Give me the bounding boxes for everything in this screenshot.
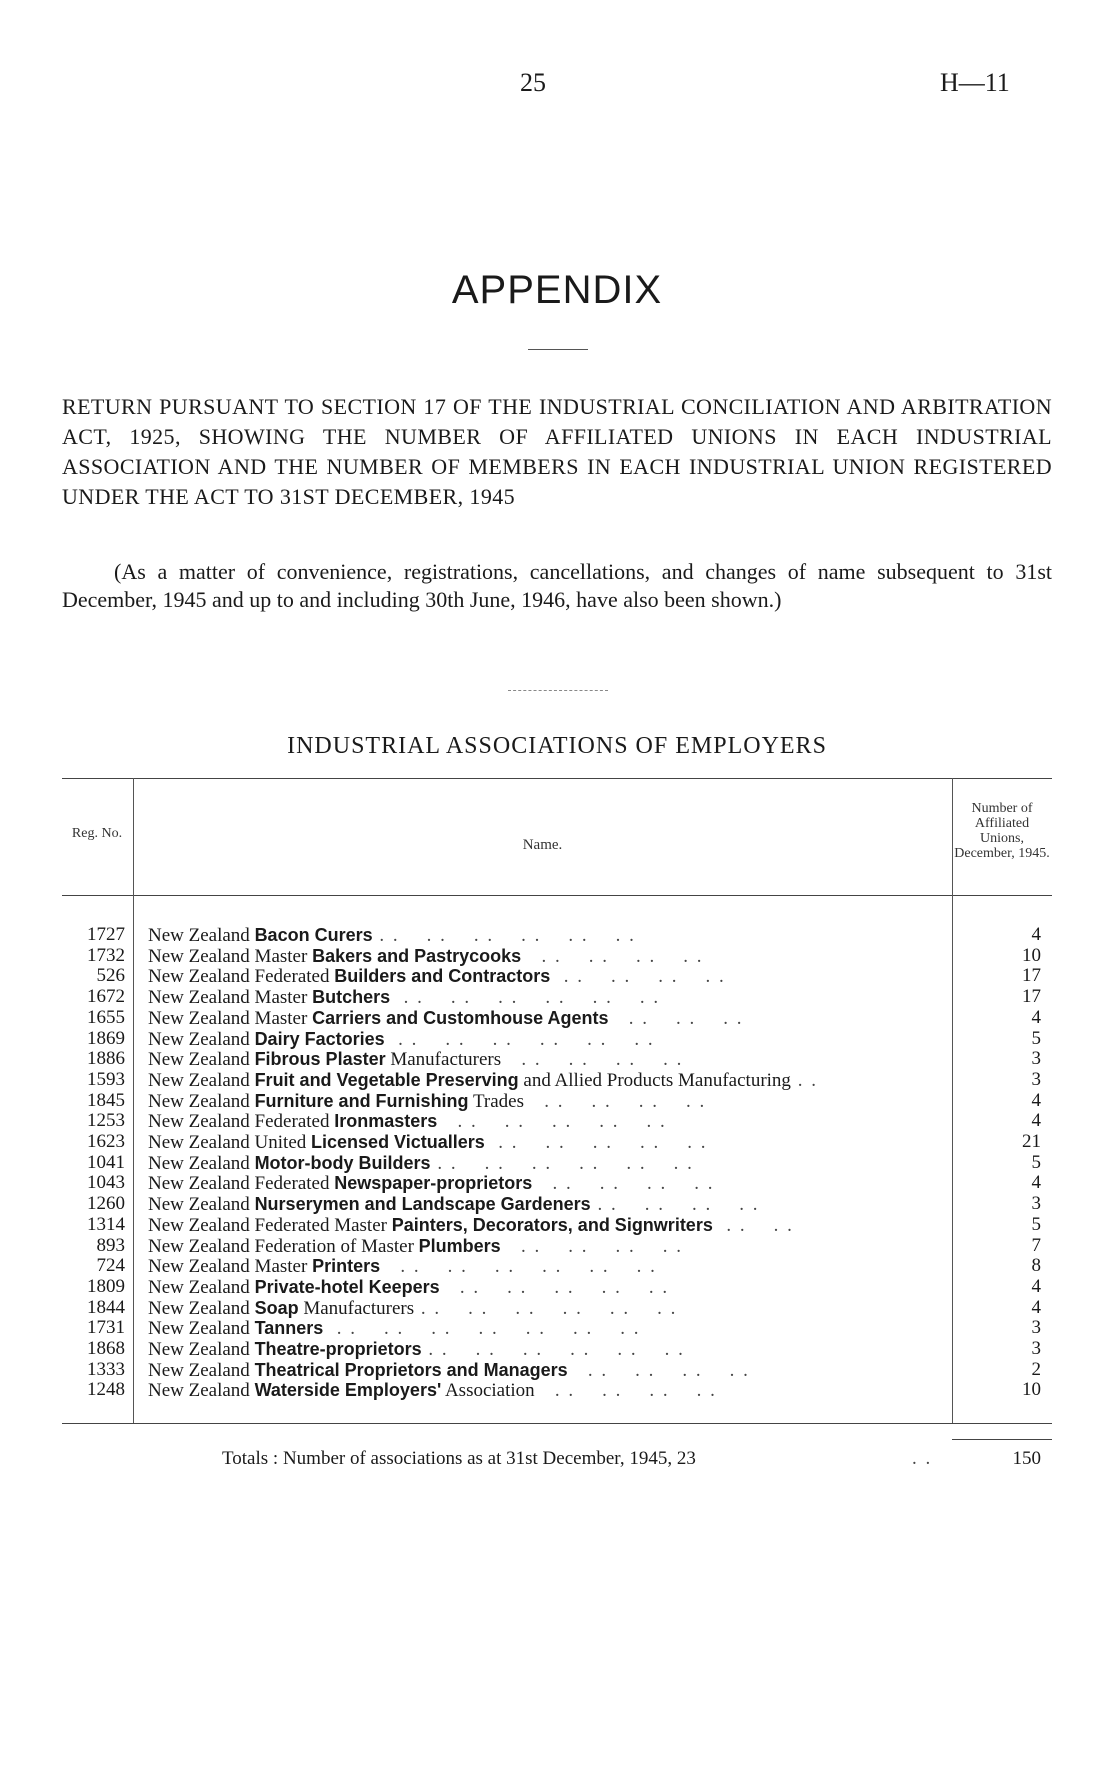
column-header-reg-no: Reg. No. [71,826,123,841]
page-number: 25 [520,68,546,97]
table-row [62,1235,1052,1257]
divider [528,349,588,350]
table-row [62,1131,1052,1153]
affiliated-unions-count: 2 [1031,1358,1041,1380]
affiliated-unions-count: 10 [1022,944,1041,966]
name-prefix: New Zealand Master [148,1007,313,1029]
leader-dots: . . . . . . . . [567,1359,750,1381]
name-prefix: New Zealand [148,1276,255,1298]
leader-dots: . . . . . . . . . . . . [390,987,661,1009]
name-key: Printers [312,1256,381,1277]
reg-number: 1868 [87,1338,125,1359]
leader-dots: . . . . . . . . [501,1049,684,1071]
table-top-rule [62,778,1052,779]
affiliated-unions-count: 3 [1031,1193,1041,1215]
affiliated-unions-count: 21 [1022,1131,1041,1152]
name-prefix: New Zealand Federated [148,1111,335,1133]
name-prefix: New Zealand [148,1339,255,1360]
name-key: Plumbers [418,1235,501,1256]
name-prefix: New Zealand Federated Master [148,1214,392,1236]
association-name [148,1214,1008,1237]
name-suffix: Trades [468,1090,524,1112]
table-row [62,924,1052,946]
name-key: Theatrical Proprietors and Managers [254,1359,568,1380]
name-prefix: New Zealand United [148,1132,312,1153]
association-name [148,1069,1008,1092]
name-prefix: New Zealand [148,1028,255,1050]
name-key: Fruit and Vegetable Preserving [254,1069,519,1090]
association-name [148,1359,1008,1382]
table-row [62,1297,1052,1319]
section-title: INDUSTRIAL ASSOCIATIONS OF EMPLOYERS [287,733,827,759]
association-name [148,1131,1008,1154]
reg-number: 1260 [87,1193,125,1215]
name-prefix: New Zealand [148,925,255,946]
leader-dots: . . . . . . . . [590,1194,760,1216]
association-name [148,1235,1008,1258]
leader-dots: . . . . . . . . . . . . . . [323,1318,641,1340]
affiliated-unions-count: 4 [1031,1296,1041,1318]
reg-number: 1623 [87,1131,125,1152]
association-name [148,965,1008,988]
name-key: Ironmasters [334,1111,438,1132]
reg-number: 1845 [87,1089,125,1111]
totals-leaders: . . [912,1448,933,1469]
leader-dots: . . . . . . . . . . [439,1276,670,1298]
affiliated-unions-count: 4 [1031,1110,1041,1132]
affiliated-unions-count: 3 [1031,1048,1041,1070]
name-key: Licensed Victuallers [311,1132,485,1152]
table-bottom-rule [62,1423,1052,1424]
reg-number: 1333 [87,1358,125,1380]
leader-dots: . . . . . . . . . . . . [414,1297,678,1319]
affiliated-unions-count: 3 [1031,1317,1041,1339]
association-name [148,1007,1008,1030]
name-key: Tanners [254,1318,324,1339]
name-prefix: New Zealand [148,1194,255,1216]
association-name [148,1338,1008,1361]
name-key: Bacon Curers [254,925,373,945]
association-name [148,1090,1008,1113]
name-prefix: New Zealand [148,1318,255,1340]
name-prefix: New Zealand Master [148,945,313,967]
affiliated-unions-count: 5 [1031,1213,1041,1235]
association-name [148,1317,1008,1340]
table-row [62,1028,1052,1050]
table-row [62,1193,1052,1215]
name-key: Soap [254,1297,299,1318]
affiliated-unions-count: 4 [1031,1006,1041,1028]
reg-number: 1732 [87,944,125,966]
affiliated-unions-count: 3 [1031,1068,1041,1090]
affiliated-unions-count: 4 [1031,1172,1041,1194]
affiliated-unions-count: 4 [1031,924,1041,945]
table-row [62,1338,1052,1360]
column-header-name: Name. [522,837,563,853]
name-prefix: New Zealand [148,1297,255,1319]
name-key: Painters, Decorators, and Signwriters [391,1214,713,1235]
name-key: Waterside Employers' [254,1380,442,1401]
name-prefix: New Zealand [148,1359,255,1381]
reg-number: 1593 [87,1068,125,1090]
affiliated-unions-count: 3 [1031,1338,1041,1359]
reg-number: 1041 [87,1151,125,1173]
table-row [62,1152,1052,1174]
leader-dots: . . . . . . . . [532,1173,715,1195]
totals-value: 150 [1012,1448,1041,1469]
name-prefix: New Zealand [148,1380,255,1402]
table-row [62,1317,1052,1339]
reg-number: 893 [96,1234,125,1256]
reg-number: 1248 [87,1379,125,1401]
reg-number: 1844 [87,1296,125,1318]
table-row [62,965,1052,987]
name-prefix: New Zealand Federated [148,1173,335,1195]
association-name [148,1172,1008,1195]
name-key: Nurserymen and Landscape Gardeners [254,1194,591,1215]
table-row [62,1048,1052,1070]
association-name [148,1028,1008,1051]
table-row [62,1379,1052,1401]
name-suffix: and Allied Products Manufacturing [518,1069,791,1091]
association-name [148,1193,1008,1216]
totals-rule [952,1439,1052,1440]
name-key: Dairy Factories [254,1028,385,1049]
reg-number: 526 [96,965,125,987]
name-prefix: New Zealand Federation of Master [148,1235,419,1257]
reg-number: 1043 [87,1172,125,1194]
name-prefix: New Zealand [148,1069,255,1091]
table-row [62,1090,1052,1112]
association-name [148,986,1008,1009]
leader-dots: . . . . . . . . . . . . [380,1256,657,1278]
reg-number: 1655 [87,1006,125,1028]
reg-number: 1727 [87,924,125,945]
name-prefix: New Zealand [148,1090,255,1112]
name-key: Bakers and Pastrycooks [312,945,522,966]
reg-number: 1314 [87,1213,125,1235]
leader-dots: . . . . . . . . [521,945,704,967]
table-row [62,1110,1052,1132]
name-prefix: New Zealand Master [148,987,313,1009]
name-prefix: New Zealand [148,1152,255,1174]
name-key: Builders and Contractors [334,966,551,987]
note-paragraph: (As a matter of convenience, registrations, cancellations, and changes of name subsequent to 31st December, 1945 and up to and including 30th June, 1946, have also been shown.) [62,559,1052,612]
reg-number: 1886 [87,1048,125,1070]
association-name [148,1152,1008,1175]
leader-dots: . . . . . . . . [524,1090,707,1112]
association-name [148,1110,1008,1133]
leader-dots: . . . . . . . . . . . . [430,1152,694,1174]
column-header-affiliated-unions: Number of Affiliated Unions, December, 1945. [954,801,1050,861]
reg-number: 1869 [87,1027,125,1049]
affiliated-unions-count: 4 [1031,1275,1041,1297]
affiliated-unions-count: 4 [1031,1089,1041,1111]
affiliated-unions-count: 8 [1031,1255,1041,1277]
association-name [148,1255,1008,1278]
name-suffix: Manufacturers [298,1297,415,1319]
affiliated-unions-count: 17 [1022,986,1041,1008]
name-key: Furniture and Furnishing [254,1090,469,1111]
association-name [148,1297,1008,1320]
name-key: Motor-body Builders [254,1152,431,1173]
reg-number: 1672 [87,986,125,1008]
table-row [62,1255,1052,1277]
table-row [62,1276,1052,1298]
leader-dots: . . . . . . . . . . [437,1111,667,1133]
table-row [62,1214,1052,1236]
affiliated-unions-count: 5 [1031,1151,1041,1173]
appendix-title: APPENDIX [451,268,663,312]
table-header-rule [62,895,1052,896]
table-row [62,986,1052,1008]
leader-dots: . . . . . . . . [550,966,726,988]
association-name [148,1048,1008,1071]
affiliated-unions-count: 5 [1031,1027,1041,1049]
leader-dots: . . . . . . . . . . . . [372,925,636,946]
affiliated-unions-count: 17 [1022,965,1041,987]
reg-number: 724 [96,1255,125,1277]
name-key: Newspaper-proprietors [334,1173,533,1194]
table-row [62,1359,1052,1381]
reg-number: 1253 [87,1110,125,1132]
name-prefix: New Zealand Master [148,1256,313,1278]
name-key: Private-hotel Keepers [254,1276,440,1297]
totals-label: Totals : Number of associations as at 31st December, 1945, 23 [222,1448,696,1469]
leader-dots: . . . . . . . . . . . . [384,1028,655,1050]
affiliated-unions-count: 7 [1031,1234,1041,1256]
leader-dots: . . . . . . [608,1007,744,1029]
association-name [148,924,1008,947]
leader-dots: . . . . . . . . [500,1235,683,1257]
name-suffix: Manufacturers [385,1049,502,1071]
table-row [62,1069,1052,1091]
leader-dots: . . . . . . . . . . [484,1132,708,1153]
table-row [62,1007,1052,1029]
name-key: Fibrous Plaster [254,1049,386,1070]
name-prefix: New Zealand [148,1049,255,1071]
leader-dots: . . . . [712,1214,794,1236]
association-name [148,945,1008,968]
reg-number: 1731 [87,1317,125,1339]
association-name [148,1276,1008,1299]
table-row [62,1172,1052,1194]
association-name [148,1379,1008,1402]
leader-dots: . . . . . . . . . . . . [421,1339,685,1360]
table-row [62,945,1052,967]
affiliated-unions-count: 10 [1022,1379,1041,1401]
leader-dots: . . . . . . . . [534,1380,717,1402]
document-reference: H—11 [940,68,1010,97]
divider [508,690,608,691]
name-key: Theatre-proprietors [254,1339,422,1359]
name-key: Butchers [312,987,391,1008]
name-key: Carriers and Customhouse Agents [312,1007,609,1028]
reg-number: 1809 [87,1275,125,1297]
return-heading: RETURN PURSUANT TO SECTION 17 OF THE INDUSTRIAL CONCILIATION AND ARBITRATION ACT, 1925, SHOWING THE NUMBER OF AFFILIATED UNIONS IN EACH INDUSTRIAL ASSOCIATION AND THE NUMBER OF MEMBERS IN EACH INDUSTRIAL UNION REGISTERED UNDER THE ACT TO 31ST DECEMBER, 1945 [62,394,1052,509]
leader-dots: . . [790,1069,818,1091]
name-prefix: New Zealand Federated [148,966,335,988]
name-suffix: Association [441,1380,535,1402]
